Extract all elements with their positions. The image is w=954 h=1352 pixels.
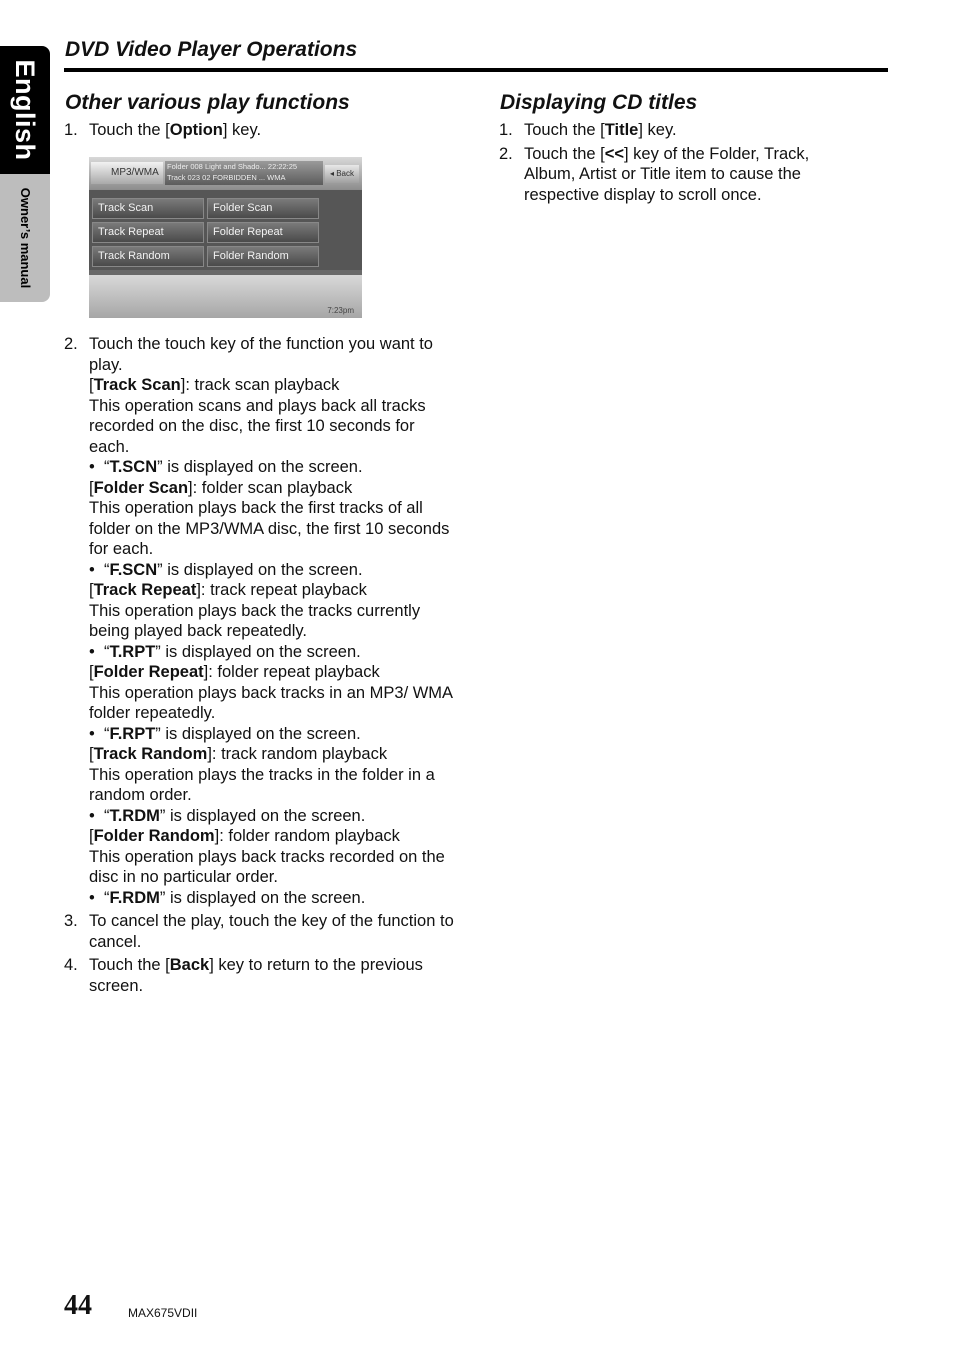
indicator-note: • “F.SCN” is displayed on the screen. <box>89 560 363 579</box>
screenshot-key-track-repeat: Track Repeat <box>92 222 204 243</box>
right-step-2: 2. Touch the [<<] key of the Folder, Track, Album, Artist or Title item to cause the respective display to scroll once. <box>499 144 810 204</box>
indicator-note: • “F.RPT” is displayed on the screen. <box>89 724 361 743</box>
option-key-name: Option <box>169 121 223 139</box>
indicator-note: • “F.RDM” is displayed on the screen. <box>89 888 366 907</box>
scroll-key-icon: << <box>604 144 625 163</box>
step-2-intro: Touch the touch key of the function you want to play. <box>89 335 433 374</box>
step-number: 2. <box>64 335 78 353</box>
step-number: 2. <box>499 144 513 163</box>
screenshot-track-info: Folder 008 Light and Shado... 22:22:25 Track 023 02 FORBIDDEN ... WMA <box>165 161 323 185</box>
screenshot-bottom-bar <box>89 275 362 318</box>
step-number: 1. <box>499 121 513 139</box>
function-heading: [Track Random]: track random playback <box>89 745 388 763</box>
function-heading: [Track Scan]: track scan playback <box>89 376 340 394</box>
screenshot-key-folder-random: Folder Random <box>207 246 319 267</box>
left-step-4: 4. Touch the [Back] key to return to the previous screen. <box>64 956 423 995</box>
section-title-play-functions: Other various play functions <box>65 91 350 114</box>
screenshot-key-folder-repeat: Folder Repeat <box>207 222 319 243</box>
header-rule <box>64 68 888 72</box>
back-key-name: Back <box>169 956 210 974</box>
screenshot-key-track-random: Track Random <box>92 246 204 267</box>
screenshot-key-folder-scan: Folder Scan <box>207 198 319 219</box>
function-heading: [Folder Random]: folder random playback <box>89 827 400 845</box>
indicator-note: • “T.RDM” is displayed on the screen. <box>89 806 366 825</box>
function-description: This operation scans and plays back all tracks recorded on the disc, the first 10 seconds for each. <box>89 396 426 456</box>
function-heading: [Folder Scan]: folder scan playback <box>89 478 353 497</box>
step-number: 3. <box>64 912 78 930</box>
left-step-2 <box>64 334 456 908</box>
manual-tab-label: Owner’s manual <box>18 187 33 289</box>
left-steps-2-4 <box>64 334 456 996</box>
screenshot-clock: 7:23pm <box>327 306 354 315</box>
model-number: MAX675VDII <box>128 1306 198 1320</box>
page-number: 44 <box>64 1290 92 1321</box>
function-description: This operation plays back the first tracks of all folder on the MP3/WMA disc, the first 10 seconds for each. <box>89 499 450 558</box>
option-menu-screenshot <box>89 157 362 318</box>
page-header-title: DVD Video Player Operations <box>65 38 358 61</box>
right-step-1: 1. Touch the [Title] key. <box>499 121 677 139</box>
section-title-cd-titles: Displaying CD titles <box>500 91 698 114</box>
function-description: This operation plays back tracks recorded on the disc in no particular order. <box>89 847 445 886</box>
language-tab-label: English <box>10 59 40 161</box>
function-description: This operation plays the tracks in the folder in a random order. <box>89 765 435 804</box>
right-steps <box>499 120 849 205</box>
function-description: This operation plays back tracks in an MP3/ WMA folder repeatedly. <box>89 683 453 722</box>
indicator-note: • “T.SCN” is displayed on the screen. <box>89 458 363 476</box>
function-description: This operation plays back the tracks currently being played back repeatedly. <box>89 601 421 640</box>
screenshot-mode-label: MP3/WMA <box>91 162 163 184</box>
title-key-name: Title <box>604 121 639 139</box>
screenshot-key-track-scan: Track Scan <box>92 198 204 219</box>
step-number: 1. <box>64 121 78 139</box>
function-heading: [Track Repeat]: track repeat playback <box>89 581 367 599</box>
function-heading: [Folder Repeat]: folder repeat playback <box>89 663 380 681</box>
left-step-3: 3. To cancel the play, touch the key of the function to cancel. <box>64 912 454 951</box>
screenshot-back-key: ◂ Back <box>325 165 359 183</box>
step-number: 4. <box>64 956 78 974</box>
left-step-1: 1. Touch the [Option] key. <box>64 121 262 139</box>
indicator-note: • “T.RPT” is displayed on the screen. <box>89 642 361 661</box>
